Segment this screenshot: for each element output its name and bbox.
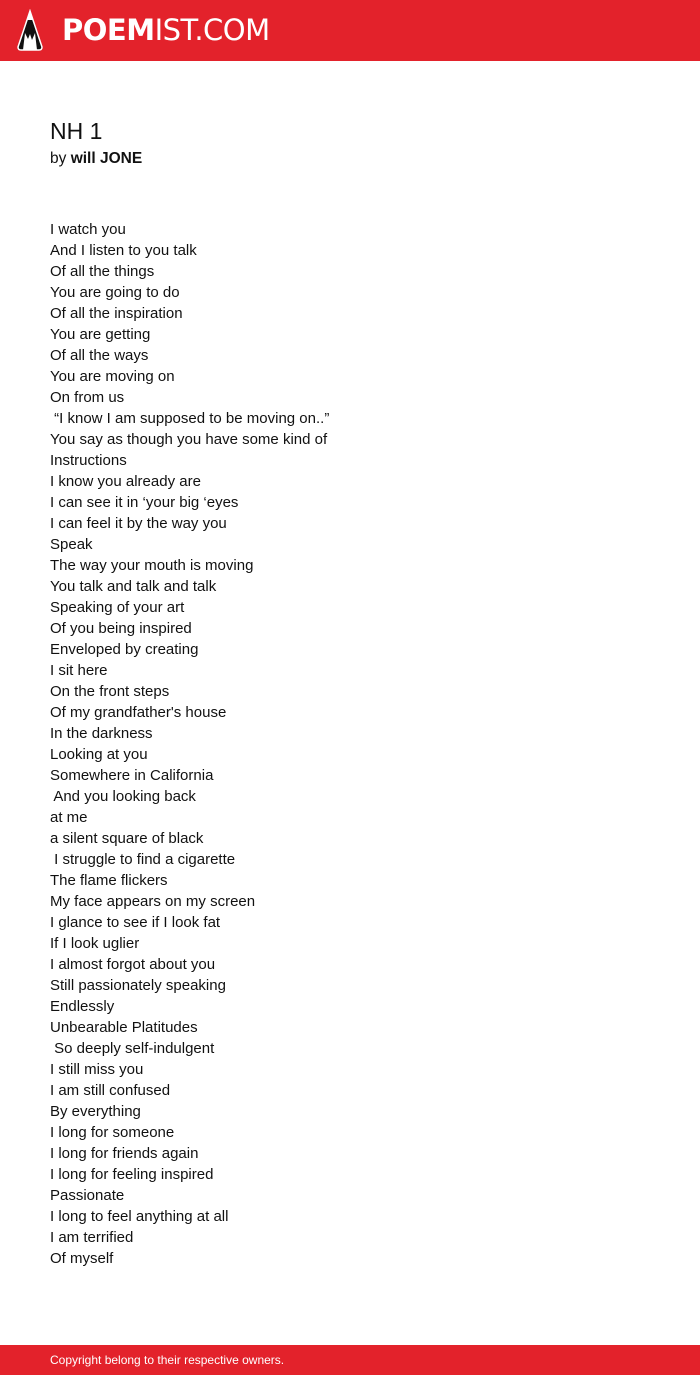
byline bbox=[50, 149, 142, 169]
poem-line: I can see it in ‘your big ‘eyes bbox=[50, 494, 239, 511]
site-header bbox=[0, 0, 700, 61]
poem-line: I sit here bbox=[50, 662, 108, 679]
author-name: will JONE bbox=[70, 150, 143, 167]
poem-line: “I know I am supposed to be moving on..” bbox=[50, 410, 330, 427]
poem-line: You are getting bbox=[50, 326, 151, 343]
poem-line: In the darkness bbox=[50, 725, 153, 742]
poem-line: I can feel it by the way you bbox=[50, 515, 227, 532]
poem-line: And I listen to you talk bbox=[50, 242, 197, 259]
poem-line: The flame flickers bbox=[50, 872, 168, 889]
poem-line: Speaking of your art bbox=[50, 599, 185, 616]
poem-line: I am terrified bbox=[50, 1229, 134, 1246]
poem-line: On from us bbox=[50, 389, 125, 406]
logo-bold-text: POEM bbox=[62, 13, 155, 47]
poem-line: Of you being inspired bbox=[50, 620, 192, 637]
poem-line: You say as though you have some kind of bbox=[50, 431, 328, 448]
poem-line: You talk and talk and talk bbox=[50, 578, 217, 595]
poem-line: Of myself bbox=[50, 1250, 114, 1267]
poem-line: Endlessly bbox=[50, 998, 115, 1015]
poem-line: I know you already are bbox=[50, 473, 201, 490]
poem-line: If I look uglier bbox=[50, 935, 140, 952]
poem-line: Instructions bbox=[50, 452, 127, 469]
poem-title: NH 1 bbox=[50, 118, 103, 144]
poem-line: Of all the ways bbox=[50, 347, 149, 364]
poem-line: Of all the inspiration bbox=[50, 305, 183, 322]
poem-line: I watch you bbox=[50, 221, 126, 238]
poem-line: I long to feel anything at all bbox=[50, 1208, 229, 1225]
poem-line: I long for feeling inspired bbox=[50, 1166, 214, 1183]
poem-line: Still passionately speaking bbox=[50, 977, 226, 994]
site-logo[interactable] bbox=[62, 12, 270, 48]
poem-line: Enveloped by creating bbox=[50, 641, 199, 658]
poem-line: My face appears on my screen bbox=[50, 893, 256, 910]
poem-line: Passionate bbox=[50, 1187, 125, 1204]
poem-line: The way your mouth is moving bbox=[50, 557, 254, 574]
poem-line: I long for someone bbox=[50, 1124, 175, 1141]
poem-line: Speak bbox=[50, 536, 93, 553]
copyright-text: Copyright belong to their respective owners. bbox=[50, 1353, 285, 1367]
poem-line: You are going to do bbox=[50, 284, 180, 301]
poem-line: Of my grandfather's house bbox=[50, 704, 227, 721]
poem-line: Looking at you bbox=[50, 746, 148, 763]
poem-line: On the front steps bbox=[50, 683, 170, 700]
poem-line: Of all the things bbox=[50, 263, 155, 280]
poem-line: Somewhere in California bbox=[50, 767, 214, 784]
poem-line: By everything bbox=[50, 1103, 141, 1120]
poem-line: a silent square of black bbox=[50, 830, 204, 847]
poem-line: I struggle to find a cigarette bbox=[50, 851, 236, 868]
poem-line: I almost forgot about you bbox=[50, 956, 216, 973]
poem-line: Unbearable Platitudes bbox=[50, 1019, 198, 1036]
poem-line: So deeply self-indulgent bbox=[50, 1040, 215, 1057]
poem-body bbox=[50, 219, 650, 1269]
poem-line: I still miss you bbox=[50, 1061, 144, 1078]
pencil-tip-icon bbox=[17, 9, 43, 51]
poem-line: You are moving on bbox=[50, 368, 175, 385]
poem-line: And you looking back bbox=[50, 788, 196, 805]
poem-line: at me bbox=[50, 809, 88, 826]
by-label: by bbox=[50, 150, 67, 167]
poem-line: I glance to see if I look fat bbox=[50, 914, 221, 931]
logo-light-text: IST.COM bbox=[154, 13, 270, 47]
site-footer bbox=[0, 1345, 700, 1375]
poem-line: I long for friends again bbox=[50, 1145, 199, 1162]
poem-line: I am still confused bbox=[50, 1082, 171, 1099]
